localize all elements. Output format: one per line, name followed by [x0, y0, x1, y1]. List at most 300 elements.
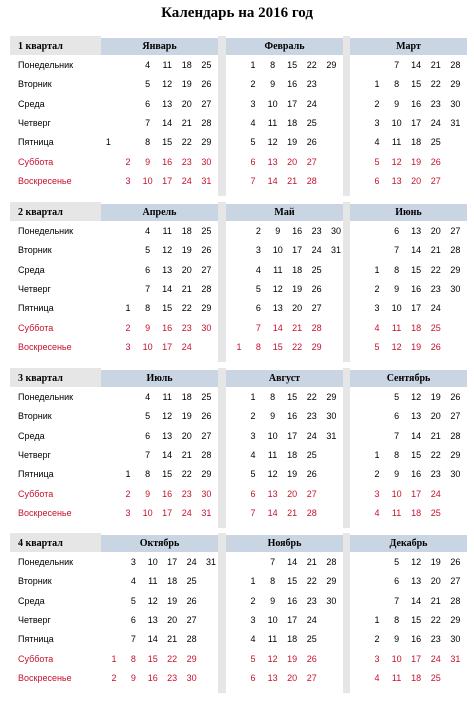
date-cell: 24	[186, 557, 197, 567]
date-cell: 16	[162, 488, 173, 499]
date-cell: 9	[145, 322, 151, 333]
date-cell: 11	[273, 264, 283, 275]
date-cell: 27	[450, 576, 461, 587]
date-cell: 18	[181, 60, 192, 70]
month-block	[226, 533, 343, 693]
date-cell: 14	[267, 175, 278, 186]
month-header: Июль	[101, 370, 218, 387]
date-cell: 28	[450, 60, 461, 70]
date-cell: 20	[292, 303, 303, 314]
date-cell: 19	[287, 137, 298, 148]
date-cell: 25	[306, 634, 317, 645]
date-cell: 11	[391, 322, 402, 333]
date-cell: 21	[167, 634, 178, 645]
date-cell: 1	[250, 392, 256, 402]
date-cell: 8	[394, 264, 400, 275]
date-cell: 30	[186, 672, 197, 683]
date-cell: 26	[201, 411, 212, 422]
date-cell: 8	[145, 469, 151, 480]
date-cell: 9	[145, 488, 151, 499]
date-cell: 27	[430, 175, 441, 186]
day-name: Суббота	[18, 322, 54, 333]
date-cell: 1	[374, 449, 380, 460]
date-cell: 15	[287, 392, 298, 402]
date-cell: 27	[186, 614, 197, 625]
month-block	[226, 368, 343, 528]
date-cell: 14	[411, 595, 422, 606]
date-cell: 14	[147, 634, 158, 645]
date-cell: 26	[306, 653, 317, 664]
date-cell: 2	[250, 411, 256, 422]
date-cell: 24	[430, 117, 441, 128]
date-cell: 10	[391, 303, 402, 314]
date-cell: 10	[142, 341, 153, 352]
date-cell: 25	[306, 117, 317, 128]
month-block	[226, 202, 343, 362]
date-cell: 8	[145, 303, 151, 314]
date-cell: 12	[411, 557, 422, 567]
date-cell: 3	[125, 507, 131, 518]
date-cell: 14	[267, 507, 278, 518]
date-cell: 18	[287, 449, 298, 460]
date-cell: 24	[306, 430, 317, 441]
date-cell: 30	[326, 411, 337, 422]
day-name: Воскресенье	[18, 175, 72, 186]
date-cell: 5	[250, 469, 256, 480]
date-cell: 7	[145, 449, 151, 460]
month-block	[101, 533, 218, 693]
date-cell: 7	[394, 60, 400, 70]
date-cell: 2	[374, 98, 380, 109]
day-name: Суббота	[18, 653, 54, 664]
date-cell: 7	[270, 557, 276, 567]
date-cell: 14	[287, 557, 298, 567]
date-cell: 9	[270, 595, 276, 606]
date-cell: 21	[181, 283, 192, 294]
date-cell: 19	[181, 79, 192, 90]
date-cell: 22	[167, 653, 178, 664]
date-cell: 22	[181, 303, 192, 314]
date-cell: 25	[186, 576, 197, 587]
date-cell: 17	[292, 245, 303, 256]
date-cell: 11	[267, 634, 278, 645]
date-cell: 4	[374, 137, 380, 148]
month-block	[226, 36, 343, 196]
date-cell: 26	[430, 341, 441, 352]
date-cell: 29	[450, 79, 461, 90]
date-cell: 31	[330, 245, 341, 256]
date-cell: 16	[411, 98, 422, 109]
date-cell: 29	[186, 653, 197, 664]
date-cell: 7	[250, 175, 256, 186]
date-cell: 22	[430, 79, 441, 90]
date-cell: 13	[267, 672, 278, 683]
date-cell: 24	[430, 653, 441, 664]
date-cell: 23	[311, 226, 322, 236]
date-cell: 25	[201, 226, 212, 236]
day-name: Воскресенье	[18, 672, 72, 683]
date-cell: 12	[391, 156, 402, 167]
date-cell: 24	[430, 303, 441, 314]
date-cell: 18	[292, 264, 303, 275]
day-names-column	[10, 368, 101, 528]
date-cell: 6	[145, 264, 151, 275]
date-cell: 24	[181, 341, 192, 352]
date-cell: 6	[250, 488, 256, 499]
date-cell: 11	[162, 226, 172, 236]
date-cell: 14	[162, 117, 173, 128]
date-cell: 25	[430, 672, 441, 683]
date-cell: 8	[394, 79, 400, 90]
date-cell: 25	[430, 137, 441, 148]
date-cell: 22	[181, 469, 192, 480]
quarter-panel	[10, 36, 465, 196]
date-cell: 21	[181, 449, 192, 460]
date-cell: 30	[201, 156, 212, 167]
day-name: Пятница	[18, 469, 54, 480]
day-names-column	[10, 533, 101, 693]
date-cell: 5	[130, 595, 136, 606]
day-names-column	[10, 202, 101, 362]
date-cell: 3	[374, 117, 380, 128]
date-cell: 28	[311, 322, 322, 333]
date-cell: 2	[374, 634, 380, 645]
date-cell: 11	[162, 60, 172, 70]
date-cell: 13	[411, 226, 422, 236]
date-cell: 16	[411, 283, 422, 294]
month-block	[350, 36, 467, 196]
date-cell: 1	[111, 653, 117, 664]
date-cell: 19	[411, 156, 422, 167]
date-cell: 31	[450, 653, 461, 664]
date-cell: 15	[411, 264, 422, 275]
date-cell: 12	[411, 392, 422, 402]
day-name: Воскресенье	[18, 341, 72, 352]
day-name: Понедельник	[18, 557, 74, 567]
date-cell: 9	[394, 98, 400, 109]
date-cell: 13	[272, 303, 283, 314]
date-cell: 21	[292, 322, 303, 333]
month-header: Июнь	[350, 204, 467, 221]
date-cell: 3	[125, 175, 131, 186]
date-cell: 8	[145, 137, 151, 148]
quarter-panel	[10, 368, 465, 528]
month-header: Январь	[101, 38, 218, 55]
date-cell: 17	[411, 488, 422, 499]
date-cell: 19	[292, 283, 303, 294]
date-cell: 29	[201, 469, 212, 480]
date-cell: 26	[201, 245, 212, 256]
date-cell: 6	[394, 411, 400, 422]
date-cell: 12	[267, 137, 278, 148]
date-cell: 7	[250, 507, 256, 518]
date-cell: 17	[411, 117, 422, 128]
date-cell: 10	[267, 98, 278, 109]
date-cell: 22	[292, 341, 303, 352]
date-cell: 4	[250, 117, 256, 128]
day-name: Пятница	[18, 137, 54, 148]
date-cell: 17	[167, 557, 178, 567]
date-cell: 15	[287, 60, 298, 70]
date-cell: 13	[162, 430, 173, 441]
month-block	[101, 368, 218, 528]
date-cell: 14	[411, 245, 422, 256]
date-cell: 18	[181, 392, 192, 402]
date-cell: 5	[250, 653, 256, 664]
date-cell: 26	[201, 79, 212, 90]
date-cell: 28	[450, 245, 461, 256]
date-cell: 27	[450, 226, 461, 236]
date-cell: 26	[306, 469, 317, 480]
date-cell: 4	[130, 576, 136, 587]
date-cell: 8	[270, 576, 276, 587]
date-cell: 14	[411, 430, 422, 441]
day-name: Суббота	[18, 156, 54, 167]
date-cell: 1	[374, 79, 380, 90]
date-cell: 28	[306, 507, 317, 518]
date-cell: 10	[391, 117, 402, 128]
month-header: Сентябрь	[350, 370, 467, 387]
date-cell: 16	[162, 322, 173, 333]
date-cell: 5	[394, 392, 400, 402]
date-cell: 28	[201, 283, 212, 294]
quarter-panel	[10, 202, 465, 362]
date-cell: 12	[162, 79, 173, 90]
date-cell: 26	[186, 595, 197, 606]
date-cell: 3	[374, 488, 380, 499]
date-cell: 5	[394, 557, 400, 567]
date-cell: 20	[411, 175, 422, 186]
date-cell: 9	[394, 634, 400, 645]
date-cell: 15	[411, 79, 422, 90]
date-cell: 10	[272, 245, 283, 256]
date-cell: 1	[125, 303, 131, 314]
date-cell: 15	[411, 614, 422, 625]
date-cell: 29	[450, 264, 461, 275]
date-cell: 5	[255, 283, 261, 294]
date-cell: 21	[287, 507, 298, 518]
date-cell: 17	[287, 614, 298, 625]
date-cell: 7	[255, 322, 261, 333]
date-cell: 30	[450, 283, 461, 294]
date-cell: 4	[374, 672, 380, 683]
date-cell: 31	[450, 117, 461, 128]
date-cell: 17	[287, 98, 298, 109]
date-cell: 24	[306, 98, 317, 109]
date-cell: 21	[430, 595, 441, 606]
date-cell: 19	[181, 245, 192, 256]
day-name: Вторник	[18, 245, 52, 256]
date-cell: 1	[374, 614, 380, 625]
date-cell: 20	[430, 411, 441, 422]
date-cell: 17	[411, 653, 422, 664]
date-cell: 30	[326, 595, 337, 606]
date-cell: 30	[330, 226, 341, 236]
date-cell: 20	[287, 488, 298, 499]
date-cell: 28	[306, 175, 317, 186]
date-cell: 27	[306, 156, 317, 167]
date-cell: 3	[250, 98, 256, 109]
date-cell: 10	[267, 430, 278, 441]
date-cell: 17	[162, 175, 173, 186]
date-cell: 29	[201, 137, 212, 148]
day-name: Вторник	[18, 79, 52, 90]
date-cell: 20	[287, 672, 298, 683]
date-cell: 13	[267, 488, 278, 499]
date-cell: 21	[430, 60, 441, 70]
date-cell: 29	[326, 392, 337, 402]
date-cell: 19	[430, 557, 441, 567]
date-cell: 25	[201, 60, 212, 70]
month-header: Ноябрь	[226, 535, 343, 552]
month-header: Май	[226, 204, 343, 221]
date-cell: 17	[162, 507, 173, 518]
date-cell: 30	[450, 634, 461, 645]
date-cell: 28	[326, 557, 337, 567]
date-cell: 4	[250, 634, 256, 645]
date-cell: 16	[287, 79, 298, 90]
date-cell: 12	[162, 245, 173, 256]
date-cell: 22	[430, 264, 441, 275]
date-cell: 11	[148, 576, 158, 587]
date-cell: 1	[236, 341, 242, 352]
date-cell: 18	[411, 137, 422, 148]
date-cell: 23	[430, 283, 441, 294]
date-cell: 10	[391, 653, 402, 664]
month-block	[350, 533, 467, 693]
date-cell: 19	[430, 392, 441, 402]
date-cell: 5	[145, 245, 151, 256]
date-cell: 23	[430, 634, 441, 645]
date-cell: 22	[181, 137, 192, 148]
date-cell: 19	[287, 653, 298, 664]
date-cell: 5	[145, 79, 151, 90]
date-cell: 26	[430, 156, 441, 167]
date-cell: 3	[374, 303, 380, 314]
date-cell: 27	[201, 430, 212, 441]
month-header: Март	[350, 38, 467, 55]
day-name: Четверг	[18, 449, 51, 460]
date-cell: 24	[311, 245, 322, 256]
date-cell: 2	[250, 595, 256, 606]
day-name: Среда	[18, 595, 45, 606]
date-cell: 11	[391, 137, 402, 148]
date-cell: 22	[430, 449, 441, 460]
date-cell: 22	[306, 60, 317, 70]
date-cell: 12	[267, 469, 278, 480]
date-cell: 23	[306, 79, 317, 90]
date-cell: 17	[287, 430, 298, 441]
date-cell: 13	[267, 156, 278, 167]
date-cell: 6	[394, 226, 400, 236]
date-cell: 20	[430, 226, 441, 236]
date-cell: 19	[287, 469, 298, 480]
date-cell: 25	[430, 507, 441, 518]
date-cell: 9	[270, 79, 276, 90]
date-cell: 25	[201, 392, 212, 402]
date-cell: 28	[450, 595, 461, 606]
month-block	[101, 202, 218, 362]
date-cell: 24	[430, 488, 441, 499]
date-cell: 15	[147, 653, 158, 664]
date-cell: 11	[267, 117, 278, 128]
date-cell: 17	[162, 341, 173, 352]
date-cell: 10	[142, 507, 153, 518]
date-cell: 23	[306, 595, 317, 606]
date-cell: 21	[181, 117, 192, 128]
date-cell: 9	[394, 283, 400, 294]
date-cell: 27	[306, 488, 317, 499]
date-cell: 2	[374, 469, 380, 480]
date-cell: 6	[394, 576, 400, 587]
date-cell: 24	[181, 175, 192, 186]
date-cell: 22	[430, 614, 441, 625]
date-cell: 16	[411, 634, 422, 645]
date-cell: 23	[430, 469, 441, 480]
date-cell: 9	[275, 226, 281, 236]
date-cell: 13	[147, 614, 158, 625]
date-cell: 15	[272, 341, 283, 352]
date-cell: 16	[162, 156, 173, 167]
date-cell: 1	[125, 469, 131, 480]
date-cell: 25	[430, 322, 441, 333]
date-cell: 22	[306, 576, 317, 587]
date-cell: 29	[450, 449, 461, 460]
month-header: Декабрь	[350, 535, 467, 552]
day-name: Вторник	[18, 411, 52, 422]
page-title: Календарь на 2016 год	[161, 5, 313, 21]
date-cell: 28	[201, 117, 212, 128]
month-header: Август	[226, 370, 343, 387]
date-cell: 12	[391, 341, 402, 352]
date-cell: 10	[147, 557, 158, 567]
date-cell: 15	[162, 303, 173, 314]
day-name: Среда	[18, 98, 45, 109]
date-cell: 3	[250, 614, 256, 625]
day-name: Среда	[18, 430, 45, 441]
date-cell: 14	[411, 60, 422, 70]
date-cell: 9	[270, 411, 276, 422]
date-cell: 26	[450, 392, 461, 402]
date-cell: 3	[250, 430, 256, 441]
date-cell: 10	[142, 175, 153, 186]
date-cell: 4	[255, 264, 261, 275]
date-cell: 4	[145, 60, 151, 70]
date-cell: 16	[287, 411, 298, 422]
month-block	[101, 36, 218, 196]
date-cell: 18	[411, 672, 422, 683]
date-cell: 20	[287, 156, 298, 167]
date-cell: 11	[391, 672, 402, 683]
date-cell: 17	[411, 303, 422, 314]
date-cell: 13	[162, 264, 173, 275]
date-cell: 14	[162, 449, 173, 460]
date-cell: 4	[145, 392, 151, 402]
date-cell: 13	[411, 411, 422, 422]
date-cell: 27	[450, 411, 461, 422]
date-cell: 31	[201, 507, 212, 518]
date-cell: 8	[394, 614, 400, 625]
day-name: Воскресенье	[18, 507, 72, 518]
day-names-column	[10, 36, 101, 196]
date-cell: 2	[125, 156, 131, 167]
date-cell: 1	[105, 137, 111, 148]
day-name: Четверг	[18, 283, 51, 294]
date-cell: 21	[287, 175, 298, 186]
date-cell: 30	[201, 322, 212, 333]
date-cell: 9	[145, 156, 151, 167]
date-cell: 14	[162, 283, 173, 294]
